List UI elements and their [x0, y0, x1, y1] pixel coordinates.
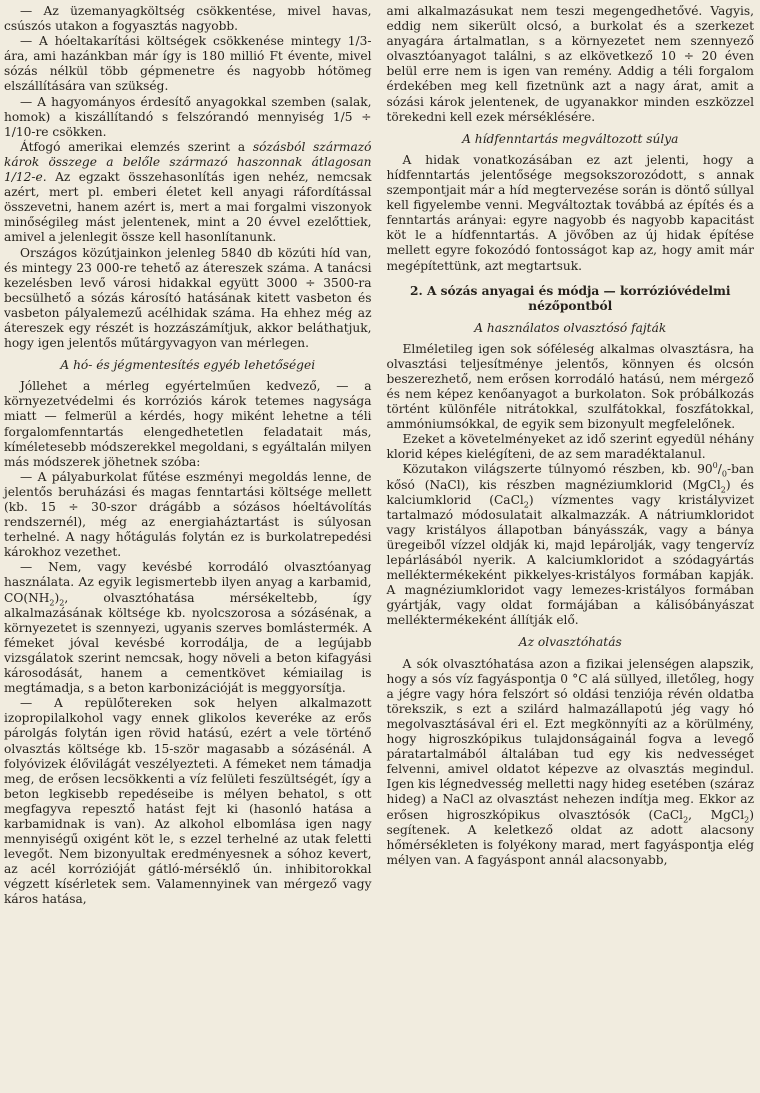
paragraph: Ezeket a követelményeket az idő szerint egyedül néhány klorid képes kielégíteni, de az sem maradéktalanul.	[386, 432, 754, 462]
section-subheading: A hídfenntartás megváltozott súlya	[462, 131, 679, 146]
right-column	[387, 4, 755, 1093]
text-span: ) segítenek. A keletkező oldat az adott alacsony hőmérsékleten is folyékony marad, mert fagyáspontja elég mélyen van. A fagyáspont annál alacsonyabb,	[386, 807, 754, 867]
paragraph: Jóllehet a mérleg egyértelműen kedvező, — a környezetvédelmi és korróziós károk tetemes nagysága miatt — felmerül a kérdés, hogy miként lehetne a téli forgalomfenntartás elengedhetetlen feladatait más, kíméletesebb módszerekkel megoldani, s egyáltalán milyen más módszerek jöhetnek szóba:	[4, 379, 372, 469]
text-span: Az egzakt összehasonlítás igen nehéz, nemcsak azért, mert pl. emberi életet kell anyagi ráfordítással összevetni, hanem azért is, mert a mai forgalmi viszonyok minőségileg mást jelentenek, mint a 20 évvel ezelőttiek, amivel a jelenlegit össze kell hasonlítanunk.	[4, 170, 372, 245]
text-span: ) vízmentes vagy kristályvizet tartalmazó módosulatait alkalmazzák. A nátriumkloridot vagy kristályos állapotban bányásszák, vagy a bánya üregeiből vízzel oldják ki, majd lepárolják, vagy tengervíz lepárlásából nyerik. A kalciumkloridot a szódagyártás melléktermékeként pikkelyes-kristályos formában kapják. A magnéziumkloridot vagy lemezes-kristályos formában gyártják, vagy oldat formájában a kálisóbányászat melléktermékeként állítják elő.	[386, 492, 754, 628]
subscript: 2	[523, 500, 529, 510]
text-span: — Nem, vagy kevésbé korrodáló olvasztóanyag használata. Az egyik legismertebb ilyen anyag a karbamid, CO(NH	[4, 560, 372, 605]
emphasis-text: sózásból származó károk összege a belőle származó haszonnak átlagosan 1/12-e.	[4, 139, 372, 185]
subscript: 2	[720, 484, 726, 494]
subscript: 2	[683, 814, 689, 824]
subscript: 2	[744, 814, 750, 824]
paragraph: A hidak vonatkozásában ez azt jelenti, hogy a hídfenntartás jelentősége megsokszorozódott, s annak szempontjait már a híd megtervezése során is döntő súllyal kell figyelembe venni. Megváltoztak továbbá az építés és a fenntartás arányai: egyre nagyobb és nagyobb kapacitást köt le a hídfenntartás. A jövőben az új hidak építése mellett egyre fokozódó fontosságot kap az, hogy amit már megépítettünk, azt megtartsuk.	[386, 152, 754, 273]
paragraph: — A hóeltakarítási költségek csökkenése mintegy 1/3-ára, ami hazánkban már így is 180 millió Ft évente, mivel sózás nélkül több gépmenetre és nagyobb hótömeg elszállítására van szükség.	[4, 34, 372, 94]
paragraph: — A repülőtereken sok helyen alkalmazott izopropilalkohol vagy ennek glikolos keveréke az erős párolgás folytán igen rövid hatású, ezért a vele történő olvasztás költsége kb. 15-ször magasabb a sózásénál. A folyóvizek élővilágát veszélyezteti. A fémeket nem támadja meg, de erősen lecsökkenti a víz felületi feszültségét, így a beton legkisebb repedéseibe is mélyen behatol, s ott megfagyva repesztő hatást fejt ki (hasonló hatása a karbamidnak is van). Az alkohol elbomlása igen nagy mennyiségű oxigént köt le, s ezzel terhelné az utak feletti levegőt. Nem bizonyultak eredményesnek a sóhoz kevert, az acél korrózióját gátló-mérséklő ún. inhibitorokkal végzett kísérletek sem. Valamennyinek van mérgező vagy káros hatása,	[4, 696, 372, 907]
text-span: A sók olvasztóhatása azon a fizikai jelenségen alapszik, hogy a sós víz fagyáspontja 0 °C alá süllyed, illetőleg, hogy a jégre vagy hóra felszórt só oldási tenziója révén oldatba törekszik, s ezt a szilárd halmazállapotú jég vagy hó megolvasztásával éri el. Ezt megkönnyíti az a körülmény, hogy higroszkópikus tulajdonságainál fogva a levegő páratartalmából általában tud egy kis nedvességet felvenni, amivel oldatot képezve az olvasztás megindul. Igen kis légnedvesség melletti nagy hideg esetében (száraz hideg) a NaCl az olvasztást nehezen indítja meg. Ekkor az erősen higroszkópikus olvasztósók (CaCl	[386, 656, 754, 822]
section-heading: 2. A sózás anyagai és módja — korrózióvédelmi nézőpontból	[410, 283, 731, 313]
paragraph: ami alkalmazásukat nem teszi megengedhetővé. Vagyis, eddig nem sikerült olcsó, a burkolat és a szerkezet anyagára ártalmatlan, s a környezetet nem szennyező olvasztóanyagot találni, s az elkövetkező 10 ÷ 20 éven belül erre nem is igen van remény. Addig a téli forgalom érdekében meg kell fizetnünk azt a nagy árat, amit a sózási károk jelentenek, de ugyanakkor minden eszközzel törekedni kell ezek mérséklésére.	[386, 4, 754, 124]
left-column	[4, 4, 372, 1093]
subscript: 2	[59, 598, 65, 607]
text-span: /	[717, 462, 722, 477]
text-span: -ban kősó (NaCl), kis részben magnéziumklorid (MgCl	[386, 462, 754, 492]
paragraph: Országos közútjainkon jelenleg 5840 db közúti híd van, és mintegy 23 000-re tehető az átereszek száma. A tanácsi kezelésben levő városi hidakkal együtt 3000 ÷ 3500-ra becsülhető a sózás károsító hatásának kitett vasbeton és vasbeton pályalemezű acélhidak száma. Ha ehhez még az átereszek egy részét is hozzászámítjuk, akkor beláthatjuk, hogy igen jelentős műtárgyvagyon van mérlegen.	[4, 245, 372, 351]
paragraph: Elméletileg igen sok sóféleség alkalmas olvasztásra, ha olvasztási teljesítménye jelentős, könnyen és olcsón beszerezhető, nem erősen korrodáló hatású, nem mérgező és nem képez kenőanyagot a burkolaton. Sok próbálkozás történt különféle nitrátokkal, szulfátokkal, foszfátokkal, ammóniumsókkal, de egyik sem bizonyult megfelelőnek.	[386, 341, 754, 432]
section-subheading: Az olvasztóhatás	[518, 635, 622, 650]
paragraph: — A pályaburkolat fűtése eszményi megoldás lenne, de jelentős beruházási és magas fenntartási költsége mellett (kb. 15 ÷ 30-szor drágább a sózásos hóeltávolítás rendszernél), még az energiaháztartást is súlyosan terhelné. A nagy hőtágulás folytán ez is burkolatrepedési károkhoz vezethet.	[4, 469, 372, 560]
paragraph: — Az üzemanyagköltség csökkentése, mivel havas, csúszós utakon a fogyasztás nagyobb.	[4, 4, 372, 34]
text-span: Átfogó amerikai elemzés szerint a	[20, 139, 246, 154]
subscript: 2	[49, 598, 55, 607]
section-subheading: A hó- és jégmentesítés egyéb lehetőségei	[60, 358, 316, 373]
paragraph: — A hagyományos érdesítő anyagokkal szemben (salak, homok) a kiszállítandó s felszórandó mennyiség 1/5 ÷ 1/10-re csökken.	[4, 94, 372, 139]
section-subheading: A használatos olvasztósó fajták	[474, 320, 667, 335]
paragraph	[4, 560, 372, 696]
text-span: , MgCl	[688, 807, 745, 822]
text-span: Közutakon világszerte túlnyomó részben, kb. 90	[402, 462, 713, 477]
subscript: 0	[721, 469, 727, 479]
superscript: 0	[712, 461, 718, 471]
text-span: )	[54, 590, 60, 605]
text-span: ) és kalciumklorid (CaCl	[386, 477, 754, 507]
paragraph	[4, 140, 372, 246]
paragraph	[387, 657, 755, 868]
paragraph	[387, 462, 755, 628]
text-span: , olvasztóhatása mérsékeltebb, így alkalmazásának költsége kb. nyolcszorosa a sózásénak, a környezetet is szennyezi, ugyanis szerves bomlástermék. A fémeket jóval kevésbé korrodálja, de a legújabb vizsgálatok szerint nemcsak, hogy növeli a beton kifagyási károsodását, hanem a cementkövet kémiailag is megtámadja, s a beton karbonizációját is meggyorsítja.	[4, 590, 372, 696]
